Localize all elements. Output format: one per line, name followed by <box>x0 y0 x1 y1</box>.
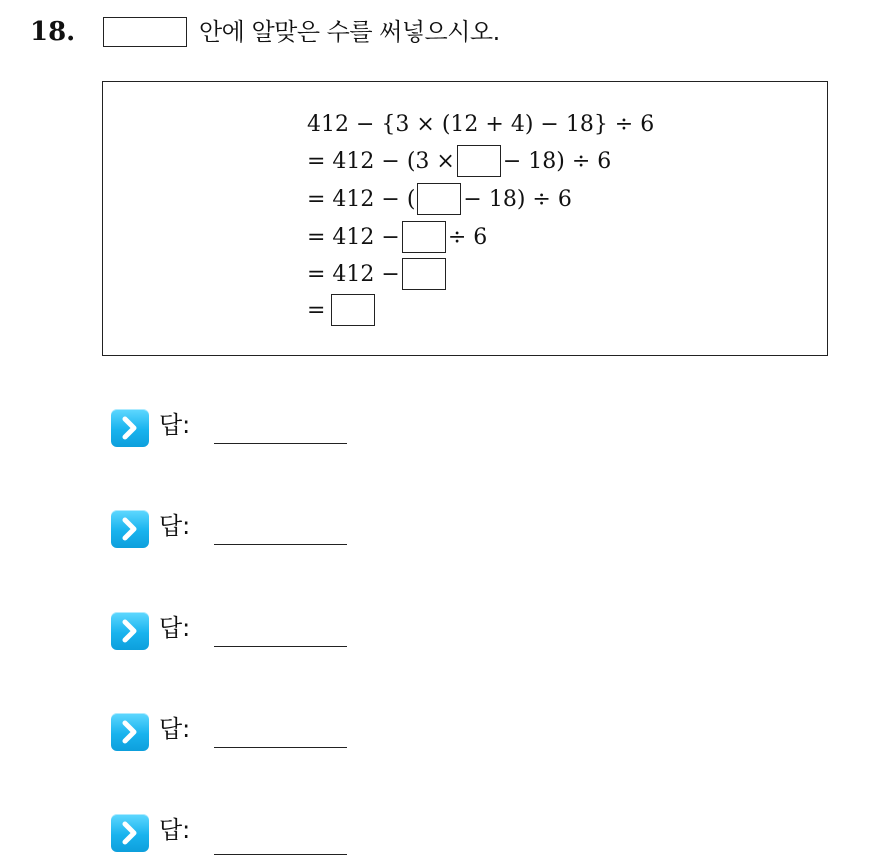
expression-line-5 <box>307 256 448 292</box>
answer-label: 답: <box>159 411 191 439</box>
chevron-right-icon <box>111 612 149 650</box>
answer-input-line[interactable] <box>214 854 347 855</box>
answer-row-4 <box>111 709 411 759</box>
expression-line-5-text-a: = 412 − <box>307 261 400 287</box>
expression-line-2 <box>307 143 611 179</box>
answer-input-line[interactable] <box>214 544 347 545</box>
chevron-right-icon <box>111 814 149 852</box>
question-number: 18. <box>30 17 76 47</box>
expression-line-2-text-b: − 18) ÷ 6 <box>502 148 612 174</box>
expression-line-3-text-b: − 18) ÷ 6 <box>463 186 572 212</box>
expression-blank-4[interactable] <box>402 258 446 290</box>
expression-line-3 <box>307 181 572 217</box>
chevron-right-icon <box>111 409 149 447</box>
question-text: 안에 알맞은 수를 써넣으시오. <box>199 18 500 46</box>
chevron-right-icon <box>111 510 149 548</box>
chevron-right-icon <box>111 713 149 751</box>
expression-line-4 <box>307 219 487 255</box>
answer-label: 답: <box>159 614 191 642</box>
expression-line-1 <box>307 106 654 142</box>
answer-input-line[interactable] <box>214 443 347 444</box>
answer-label: 답: <box>159 715 191 743</box>
answer-label: 답: <box>159 816 191 844</box>
answer-input-line[interactable] <box>214 747 347 748</box>
expression-line-4-text-b: ÷ 6 <box>447 224 488 250</box>
expression-line-3-text-a: = 412 − ( <box>307 186 416 212</box>
answer-label: 답: <box>159 512 191 540</box>
expression-line-4-text-a: = 412 − <box>307 224 400 250</box>
expression-blank-3[interactable] <box>402 221 446 253</box>
answer-row-3 <box>111 608 411 658</box>
answer-blank-title[interactable] <box>103 17 187 47</box>
answer-input-line[interactable] <box>214 646 347 647</box>
expression-line-2-text-a: = 412 − (3 × <box>307 148 455 174</box>
expression-blank-2[interactable] <box>417 183 461 215</box>
answer-row-1 <box>111 405 411 455</box>
answer-row-2 <box>111 506 411 556</box>
expression-line-1-text: 412 − {3 × (12 + 4) − 18} ÷ 6 <box>307 111 655 137</box>
expression-blank-5[interactable] <box>331 294 375 326</box>
expression-line-6 <box>307 292 377 328</box>
expression-blank-1[interactable] <box>457 145 501 177</box>
answer-row-5 <box>111 810 411 860</box>
expression-line-6-text-a: = <box>307 297 326 323</box>
